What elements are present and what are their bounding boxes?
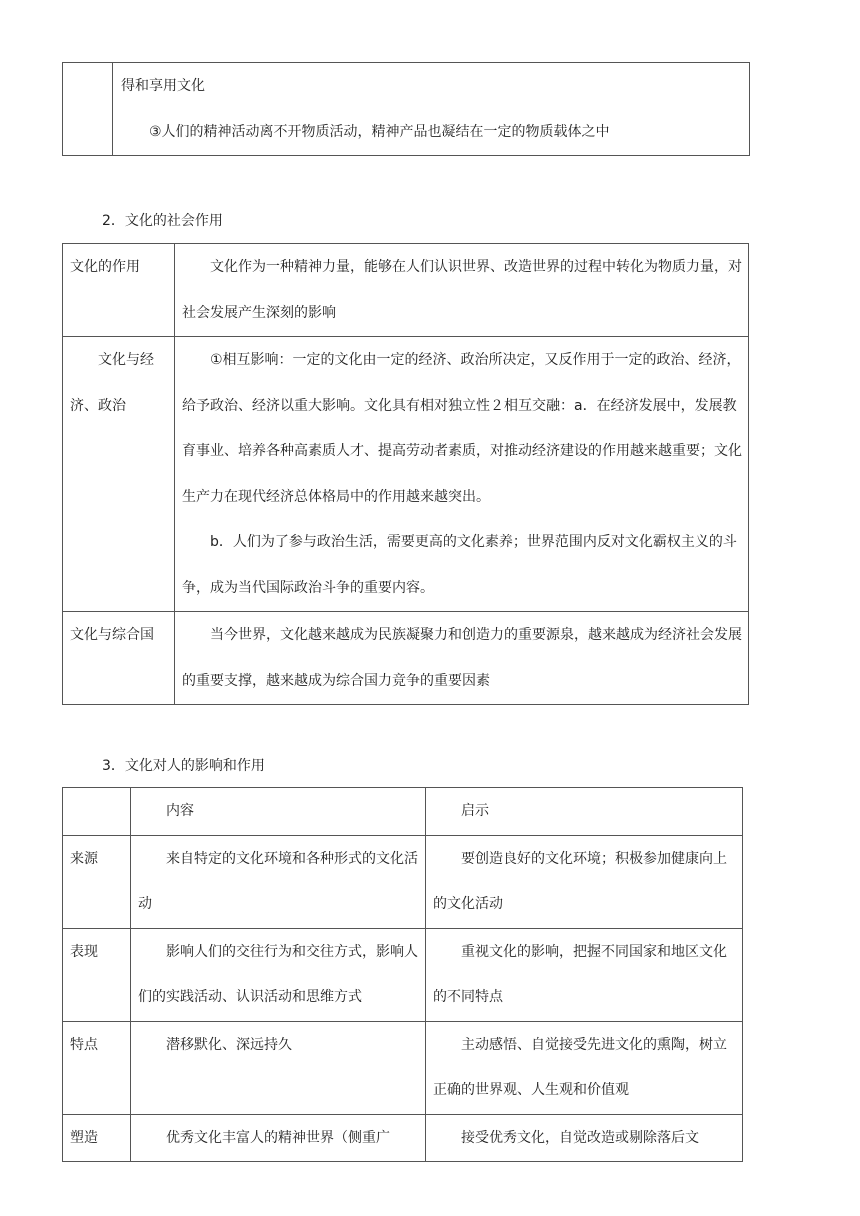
- row-insight: 接受优秀文化，自觉改造或剔除落后文: [461, 1129, 699, 1146]
- row-label: 来源: [70, 850, 98, 867]
- table-cell-content: [175, 337, 749, 612]
- influence-table: [62, 787, 743, 1162]
- row-label: 表现: [70, 943, 98, 960]
- row-content: 来自特定的文化环境和各种形式的文化活动: [138, 850, 418, 912]
- row-content: b．人们为了参与政治生活，需要更高的文化素养；世界范围内反对文化霸权主义的斗争，成为当代国际政治斗争的重要内容。: [182, 534, 737, 596]
- row-content: 当今世界，文化越来越成为民族凝聚力和创造力的重要源泉，越来越成为经济社会发展的重要支撑，越来越成为综合国力竞争的重要因素: [182, 627, 742, 689]
- table-cell-insight: [426, 1114, 743, 1162]
- row-insight: 重视文化的影响，把握不同国家和地区文化的不同特点: [433, 943, 727, 1005]
- row-content: 优秀文化丰富人的精神世界（侧重广: [166, 1129, 390, 1146]
- table-cell-content: [175, 244, 749, 337]
- row-content: 潜移默化、深远持久: [166, 1036, 292, 1053]
- header-cell: [426, 788, 743, 836]
- table-cell-label: [63, 928, 131, 1021]
- row-label: 文化与综合国: [70, 627, 154, 643]
- table-row: [63, 835, 743, 928]
- table-continuation: [62, 62, 750, 156]
- table-row: [63, 337, 749, 612]
- table-cell-content: [131, 1021, 426, 1114]
- table-cell-label: [63, 1114, 131, 1162]
- table-row: [63, 1114, 743, 1162]
- table-cell-label: [63, 337, 175, 612]
- row-label: 特点: [70, 1036, 98, 1053]
- table-cell-label: [63, 612, 175, 705]
- table-row: [63, 612, 749, 705]
- row-label: 塑造: [70, 1129, 98, 1146]
- table-cell-label: [63, 835, 131, 928]
- table-row: [63, 244, 749, 337]
- row-content: ①相互影响：一定的文化由一定的经济、政治所决定，又反作用于一定的政治、经济，给予政治、经济以重大影响。文化具有相对独立性２相互交融：a．在经济发展中，发展教育事业、培养各种高素质人才、提高劳动者素质，对推动经济建设的作用越来越重要；文化生产力在现代经济总体格局中的作用越来越突出。: [182, 352, 742, 505]
- header-content: 内容: [166, 803, 194, 819]
- table-cell-content: [131, 835, 426, 928]
- row-label: 文化与经济、政治: [70, 352, 154, 414]
- table-row: [63, 63, 750, 156]
- content-line: 得和享用文化: [121, 78, 205, 94]
- table-cell-content: [175, 612, 749, 705]
- row-content: 影响人们的交往行为和交往方式，影响人们的实践活动、认识活动和思维方式: [138, 943, 418, 1005]
- content-line: ③人们的精神活动离不开物质活动，精神产品也凝结在一定的物质载体之中: [149, 123, 610, 140]
- table-row: [63, 928, 743, 1021]
- table-cell-label: [63, 1021, 131, 1114]
- table-header-row: [63, 788, 743, 836]
- header-cell: [131, 788, 426, 836]
- table-cell-content: [131, 1114, 426, 1162]
- section-heading: 2．文化的社会作用: [102, 213, 223, 229]
- table-cell-content: [131, 928, 426, 1021]
- section-heading: 3．文化对人的影响和作用: [102, 758, 265, 774]
- header-insight: 启示: [461, 803, 489, 819]
- row-insight: 要创造良好的文化环境；积极参加健康向上的文化活动: [433, 850, 727, 912]
- row-label: 文化的作用: [70, 259, 140, 275]
- social-role-table: [62, 243, 749, 705]
- row-insight: 主动感悟、自觉接受先进文化的熏陶，树立正确的世界观、人生观和价值观: [433, 1036, 727, 1098]
- table-cell-insight: [426, 835, 743, 928]
- row-content: 文化作为一种精神力量，能够在人们认识世界、改造世界的过程中转化为物质力量，对社会发展产生深刻的影响: [182, 259, 742, 321]
- table-cell-insight: [426, 928, 743, 1021]
- table-cell-label: [63, 63, 113, 156]
- table-row: [63, 1021, 743, 1114]
- table-cell-label: [63, 244, 175, 337]
- table-cell-content: [113, 63, 750, 156]
- table-cell-insight: [426, 1021, 743, 1114]
- header-cell: [63, 788, 131, 836]
